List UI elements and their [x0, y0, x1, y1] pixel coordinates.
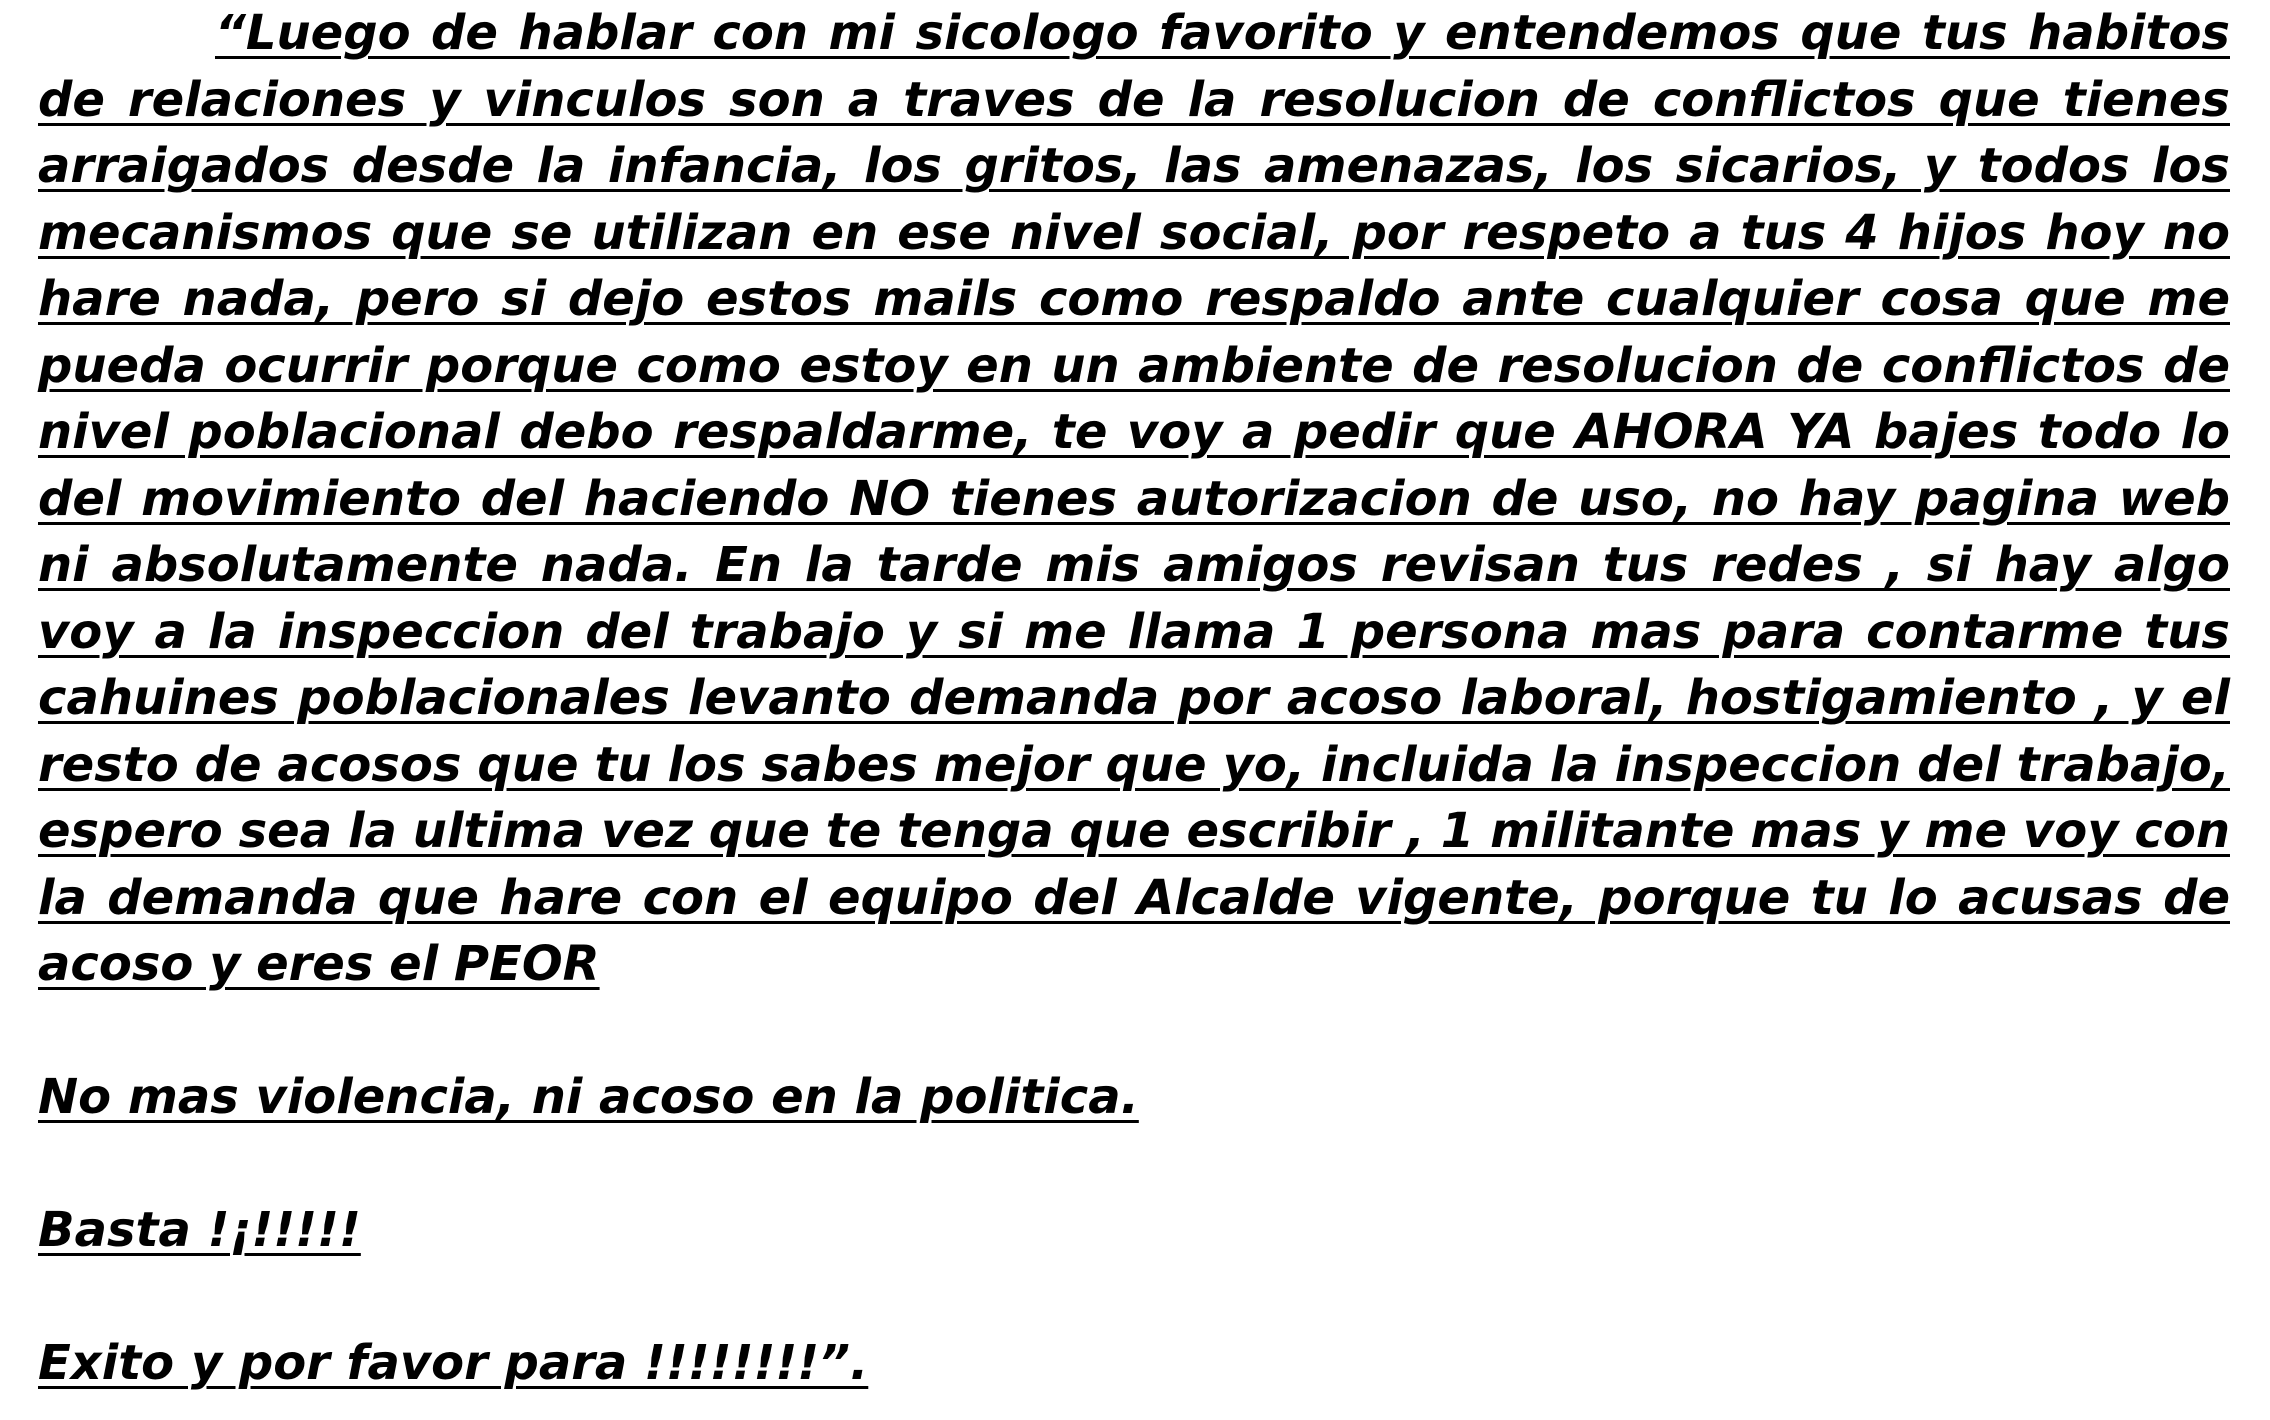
spacer [38, 998, 2230, 1065]
quote-paragraph: “Luego de hablar con mi sicologo favorito y entendemos que tus habitos de relaciones y vinculos son a traves de la resolucion de conflictos que tienes arraigados desde la infancia, los gritos, las amenazas, los sicarios, y todos los mecanismos que se utilizan en ese nivel social, por respeto a tus 4 hijos hoy no hare nada, pero si dejo estos mails como respaldo ante cualquier cosa que me pueda ocurrir porque como estoy en un ambiente de resolucion de conflictos de nivel poblacional debo respaldarme, te voy a pedir que AHORA YA bajes todo lo del movimiento del haciendo NO tienes autorizacion de uso, no hay pagina web ni absolutamente nada. En la tarde mis amigos revisan tus redes , si hay algo voy a la inspeccion del trabajo y si me llama 1 persona mas para contarme tus cahuines poblacionales levanto demanda por acoso laboral, hostigamiento , y el resto de acosos que tu los sabes mejor que yo, incluida la inspeccion del trabajo, espero sea la ultima vez que te tenga que escribir , 1 militante mas y me voy con la demanda que hare con el equipo del Alcalde vigente, porque tu lo acusas de acoso y eres el PEOR [38, 5, 2230, 992]
basta-line: Basta !¡!!!!! [38, 1202, 361, 1258]
violence-line: No mas violencia, ni acoso en la politica. [38, 1069, 1139, 1125]
spacer [38, 1264, 2230, 1331]
document-body [38, 0, 2230, 1397]
exito-line: Exito y por favor para !!!!!!!!”. [38, 1335, 869, 1391]
spacer [38, 1131, 2230, 1198]
